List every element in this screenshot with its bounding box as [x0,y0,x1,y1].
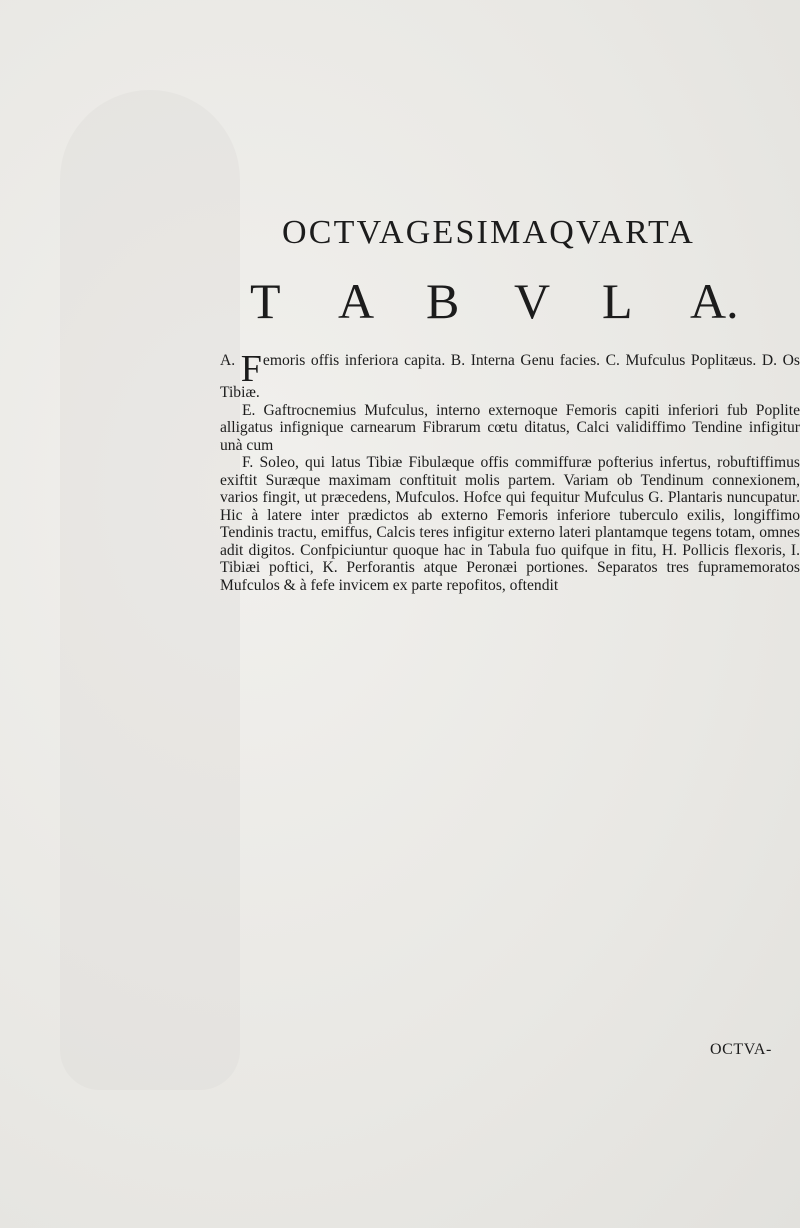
title-letter: A [338,273,375,329]
bleed-through-shadow [60,90,240,1090]
title-letter: B [426,273,460,329]
paragraph-f: F. Soleo, qui latus Tibiæ Fibulæque offis commiffuræ pofterius infertus, robuftiffimus exiftit Suræque maximam conftituit molis partem. Variam ob Tendinum connexionem, varios fingit, ut præcedens, Mufculos. Hofce qui fequitur Mufculus G. Plantaris nuncupatur. Hic à latere inter prædictos ab externo Femoris inferiore tuberculo exilis, longiffimo Tendinis tractu, emiffus, Calcis teres infigitur externo lateri plantamque tegens totam, omnes adit digitos. Confpiciuntur quoque hac in Tabula fuo quifque in fitu, H. Pollicis flexoris, I. Tibiæi poftici, K. Perforantis atque Peronæi portiones. Separatos tres fupramemoratos Mufculos & à fefe invicem ex parte repofitos, oftendit [220,454,800,594]
drop-cap: F [240,348,262,390]
title-letter: V [514,273,551,329]
title-letter: T [250,273,281,329]
paragraph-a-text: emoris offis inferiora capita. B. Interna Genu facies. C. Mufculus Poplitæus. D. Os Tibiæ. [220,352,800,401]
paragraph-a [220,348,800,402]
title-letter: A. [690,273,739,329]
paragraph-a-letter: A. [220,352,236,369]
page-title-line2 [250,272,780,330]
text-body [220,348,800,594]
page-title-line1: OCTVAGESIMAQVARTA [282,214,695,251]
title-letter: L [602,273,633,329]
paragraph-e: E. Gaftrocnemius Mufculus, interno externoque Femoris capiti inferiori fub Poplite alligatus infignique carnearum Fibrarum cœtu ditatus, Calci validiffimo Tendine infigitur unà cum [220,401,800,454]
catchword: OCTVA- [710,1041,772,1058]
